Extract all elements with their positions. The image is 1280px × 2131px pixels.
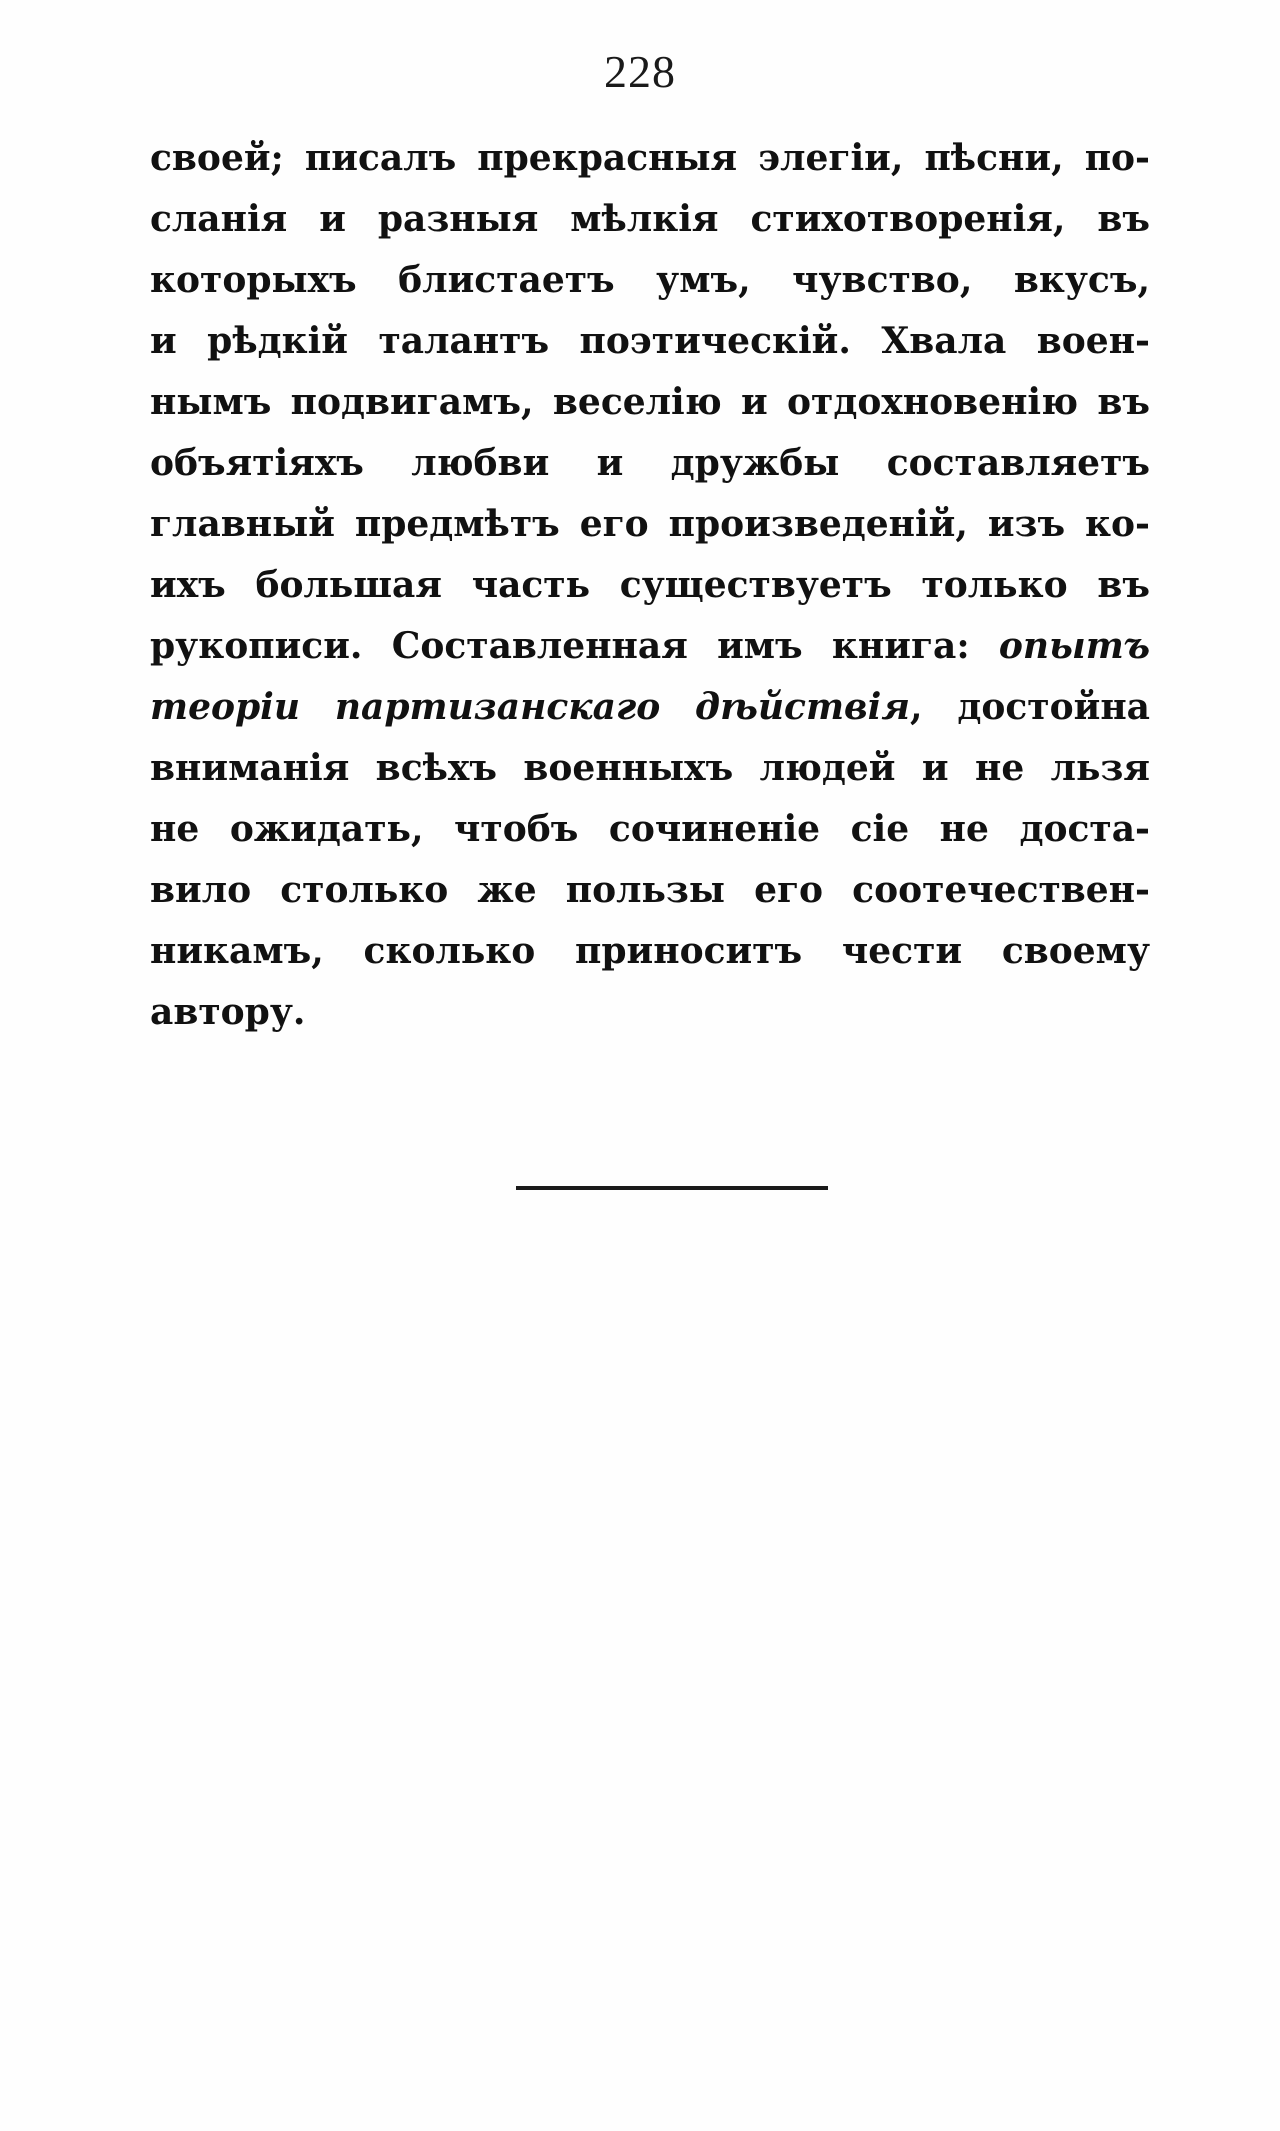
text-line: нымъ подвигамъ, веселію и отдохновенію въ xyxy=(150,381,1150,423)
text-line: ихъ большая часть существуетъ только въ xyxy=(150,564,1150,606)
text-line: сланія и разныя мѣлкія стихотворенія, въ xyxy=(150,198,1150,240)
text-line: не ожидать, чтобъ сочиненіе сіе не доста- xyxy=(150,808,1150,850)
text-line xyxy=(150,677,1150,738)
text-line: своей; писалъ прекрасныя элегіи, пѣсни, по- xyxy=(150,137,1150,179)
page-number: 228 xyxy=(604,46,676,97)
text-segment: , достойна xyxy=(910,686,1150,728)
text-line: автору. xyxy=(150,991,306,1033)
book-title-part-2: теоріи партизанскаго дѣйствія xyxy=(150,686,911,728)
text-line: и рѣдкій талантъ поэтическій. Хвала воен- xyxy=(150,320,1150,362)
text-line: главный предмѣтъ его произведеній, изъ ко- xyxy=(150,503,1150,545)
text-segment: рукописи. Составленная имъ книга: xyxy=(150,625,999,667)
text-line: объятіяхъ любви и дружбы составляетъ xyxy=(150,442,1150,484)
closing-rule xyxy=(516,1186,828,1190)
text-line: вило столько же пользы его соотечествен- xyxy=(150,869,1150,911)
text-line: которыхъ блистаетъ умъ, чувство, вкусъ, xyxy=(150,259,1150,301)
book-title-part-1: опытъ xyxy=(998,625,1150,667)
text-line: вниманія всѣхъ военныхъ людей и не льзя xyxy=(150,747,1150,789)
text-line xyxy=(150,616,1150,677)
body-paragraph xyxy=(150,128,1150,1043)
text-line: никамъ, сколько приноситъ чести своему xyxy=(150,930,1150,972)
